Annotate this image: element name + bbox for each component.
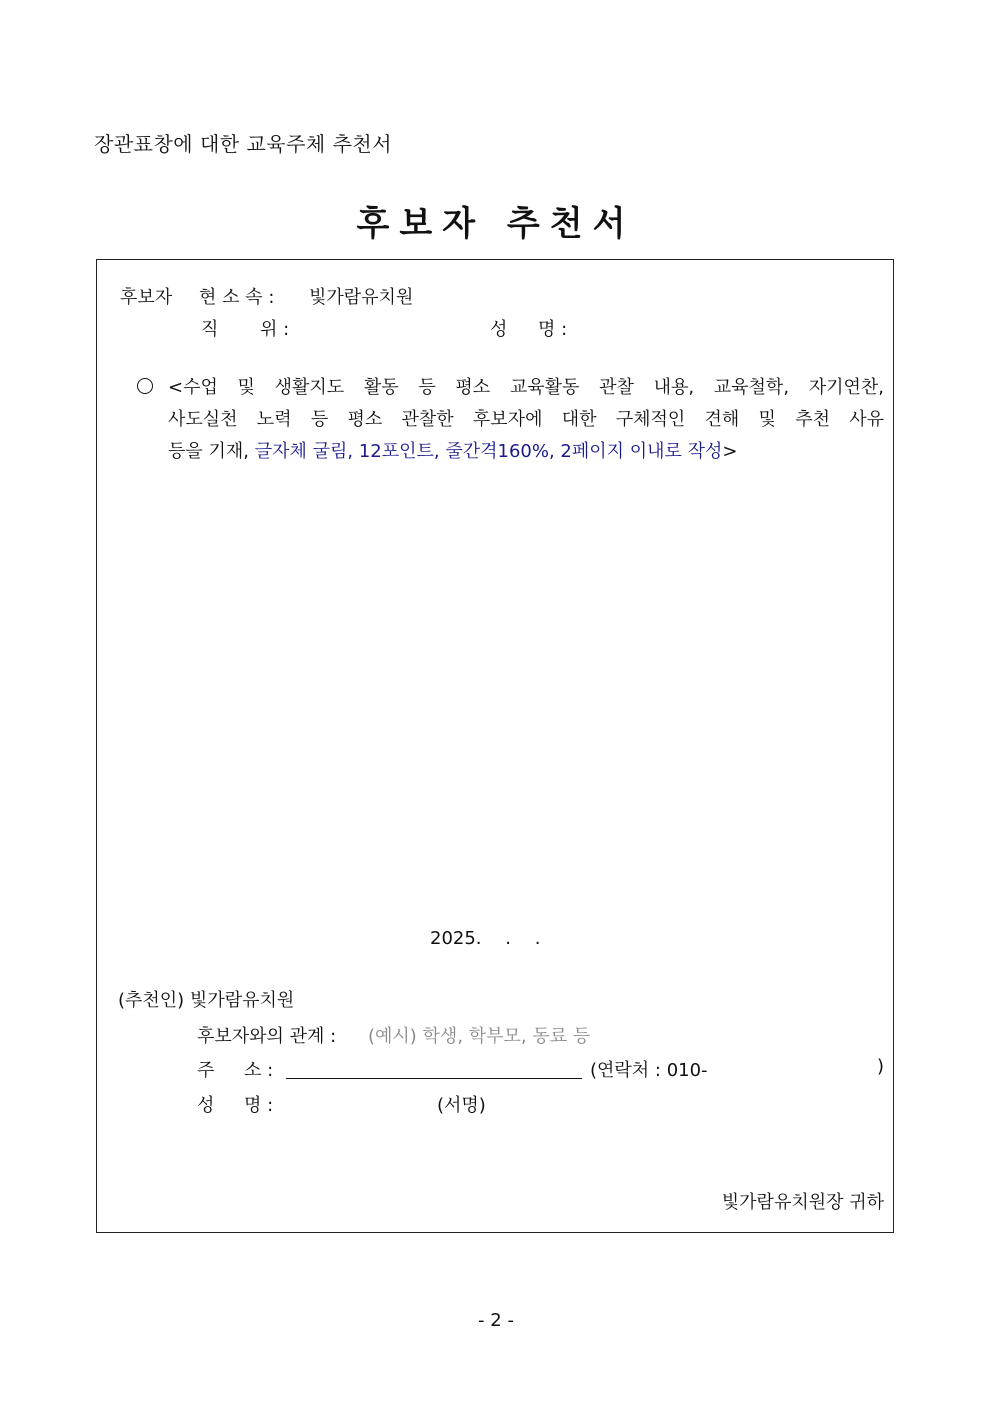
date-field: 2025. . . xyxy=(430,928,541,949)
signature-label: (서명) xyxy=(437,1095,486,1116)
page-title: 후보자 추천서 xyxy=(356,204,636,244)
addressee-text: 빛가람유치원장 귀하 xyxy=(721,1192,884,1213)
affiliation-value: 빛가람유치원 xyxy=(309,287,414,308)
recommender-name-label-part2: 명 : xyxy=(244,1095,274,1116)
instruction-line-3 xyxy=(168,436,884,468)
instruction-line-3-prefix: 등을 기재, xyxy=(168,441,255,462)
relation-label: 후보자와의 관계 : xyxy=(197,1026,337,1047)
address-label-part1: 주 xyxy=(197,1060,215,1081)
address-label-part2: 소 : xyxy=(244,1060,274,1081)
address-input-line[interactable] xyxy=(286,1078,582,1079)
instruction-line-3-suffix: > xyxy=(722,441,738,462)
relation-example-text: (예시) 학생, 학부모, 동료 등 xyxy=(368,1026,591,1047)
recommender-label: (추천인) 빛가람유치원 xyxy=(118,990,295,1011)
position-label-part2: 위 : xyxy=(260,319,290,340)
candidate-label: 후보자 xyxy=(120,287,173,308)
instruction-line-1: <수업 및 생활지도 활동 등 평소 교육활동 관찰 내용, 교육철학, 자기연찬, xyxy=(168,377,884,398)
page-number: - 2 - xyxy=(478,1310,514,1331)
document-header-text: 장관표창에 대한 교육주체 추천서 xyxy=(94,132,393,156)
circle-bullet-icon xyxy=(137,378,153,394)
position-label-part1: 직 xyxy=(201,319,219,340)
recommender-name-label-part1: 성 xyxy=(197,1095,215,1116)
affiliation-label: 현 소 속 : xyxy=(199,287,275,308)
instruction-paragraph xyxy=(168,372,884,468)
instruction-line-2: 사도실천 노력 등 평소 관찰한 후보자에 대한 구체적인 견해 및 추천 사유 xyxy=(168,409,884,430)
contact-close-paren: ) xyxy=(877,1056,885,1077)
name-label-part1: 성 xyxy=(490,319,508,340)
name-label-part2: 명 : xyxy=(538,319,568,340)
format-requirement-highlight: 글자체 굴림, 12포인트, 줄간격160%, 2페이지 이내로 작성 xyxy=(254,441,723,462)
contact-label: (연락처 : 010- xyxy=(590,1060,708,1081)
